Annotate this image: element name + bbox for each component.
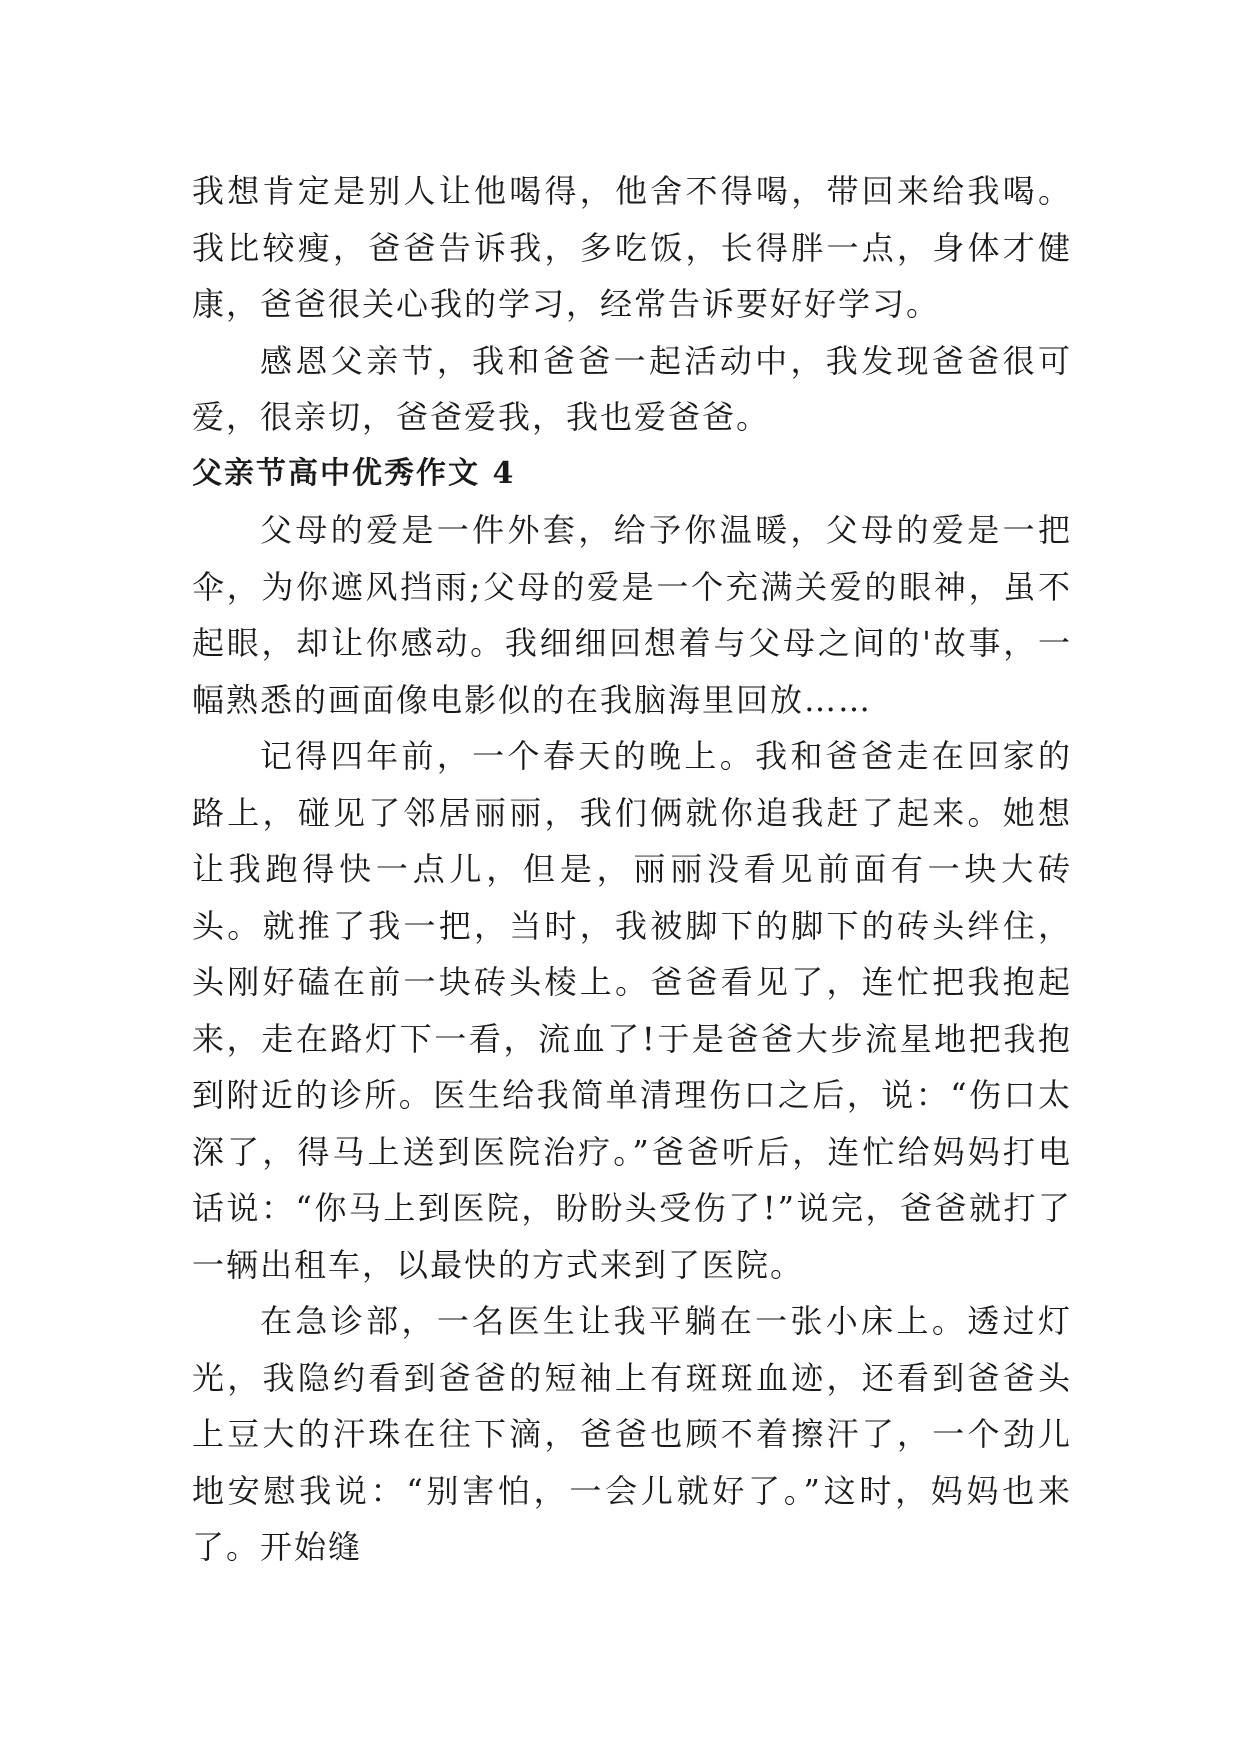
paragraph-emergency-room: 在急诊部，一名医生让我平躺在一张小床上。透过灯光，我隐约看到爸爸的短袖上有斑斑血迹，还看到爸爸头上豆大的汗珠在往下滴，爸爸也顾不着擦汗了，一个劲儿地安慰我说：“别害怕，一会儿就好了。”这时，妈妈也来了。开始缝 [192, 1302, 1072, 1566]
paragraph-continued: 我想肯定是别人让他喝得，他舍不得喝，带回来给我喝。我比较瘦，爸爸告诉我，多吃饭，长得胖一点，身体才健康，爸爸很关心我的学习，经常告诉要好好学习。 [192, 172, 1072, 323]
section-title: 父亲节高中优秀作文 4 [192, 455, 516, 491]
document-page [192, 163, 1072, 1576]
paragraph-injury-story: 记得四年前，一个春天的晚上。我和爸爸走在回家的路上，碰见了邻居丽丽，我们俩就你追我赶了起来。她想让我跑得快一点儿，但是，丽丽没看见前面有一块大砖头。就推了我一把，当时，我被脚下的脚下的砖头绊住，头刚好磕在前一块砖头棱上。爸爸看见了，连忙把我抱起来，走在路灯下一看，流血了!于是爸爸大步流星地把我抱到附近的诊所。医生给我简单清理伤口之后，说：“伤口太深了，得马上送到医院治疗。”爸爸听后，连忙给妈妈打电话说：“你马上到医院，盼盼头受伤了!”说完，爸爸就打了一辆出租车，以最快的方式来到了医院。 [192, 737, 1072, 1284]
paragraph-gratitude: 感恩父亲节，我和爸爸一起活动中，我发现爸爸很可爱，很亲切，爸爸爱我，我也爱爸爸。 [192, 341, 1072, 436]
paragraph-parents-love: 父母的爱是一件外套，给予你温暖，父母的爱是一把伞，为你遮风挡雨;父母的爱是一个充满关爱的眼神，虽不起眼，却让你感动。我细细回想着与父母之间的'故事，一幅熟悉的画面像电影似的在我脑海里回放…… [192, 511, 1072, 719]
